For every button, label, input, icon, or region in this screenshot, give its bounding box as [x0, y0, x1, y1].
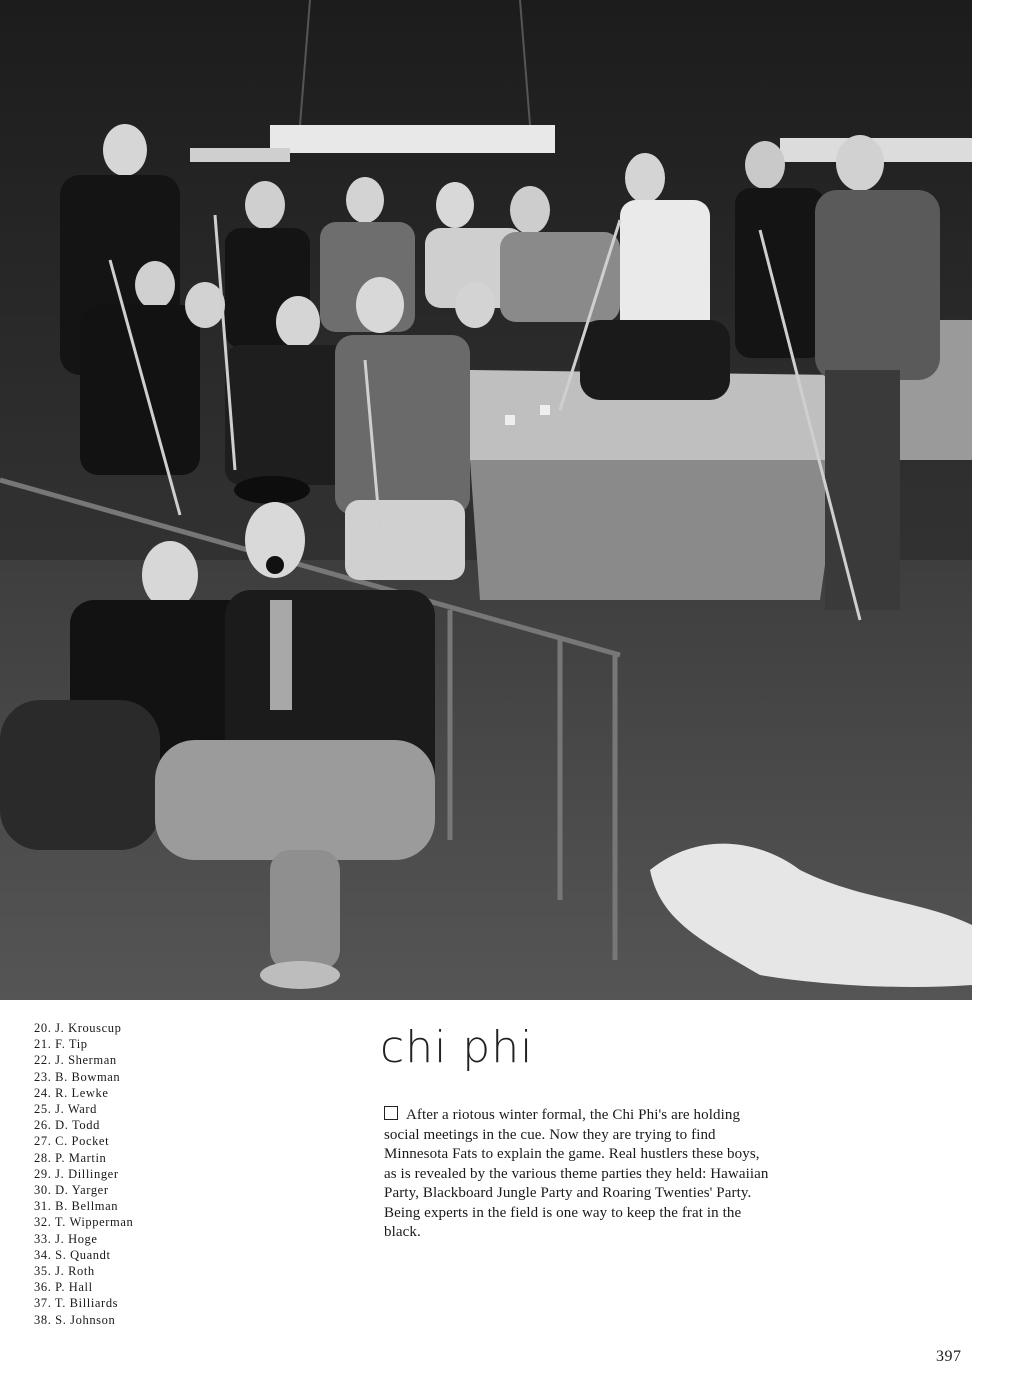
roster-item: 26. D. Todd — [34, 1118, 100, 1133]
roster-item: 35. J. Roth — [34, 1264, 95, 1279]
member-roster — [34, 1020, 234, 1328]
roster-item: 34. S. Quandt — [34, 1247, 111, 1262]
roster-item: 28. P. Martin — [34, 1150, 107, 1165]
roster-item: 29. J. Dillinger — [34, 1166, 119, 1181]
article-body-text: After a riotous winter formal, the Chi Phi's are holding social meetings in the cue. Now they are trying to find Minnesota Fats to explain the game. Real hustlers these boys, as is revealed by the various theme parties they held: Hawaiian Party, Blackboard Jungle Party and Roaring Twenties' Party. Being experts in the field is one way to keep the frat in the black. — [384, 1107, 769, 1240]
roster-item: 37. T. Billiards — [34, 1296, 119, 1311]
roster-item: 36. P. Hall — [34, 1280, 93, 1295]
pool-table — [470, 370, 840, 600]
section-title: chi phi — [380, 1022, 534, 1073]
roster-item: 23. B. Bowman — [34, 1069, 121, 1084]
roster-item: 20. J. Krouscup — [34, 1021, 122, 1035]
roster-item: 24. R. Lewke — [34, 1085, 109, 1100]
roster-item: 21. F. Tip — [34, 1037, 88, 1052]
roster-item: 33. J. Hoge — [34, 1231, 98, 1246]
roster-item: 31. B. Bellman — [34, 1199, 119, 1214]
roster-item: 32. T. Wipperman — [34, 1215, 134, 1230]
roster-item: 38. S. Johnson — [34, 1312, 116, 1327]
roster-item: 25. J. Ward — [34, 1102, 97, 1117]
checkbox-bullet-icon — [384, 1106, 398, 1120]
page-number: 397 — [936, 1348, 962, 1365]
article-body — [384, 1106, 774, 1243]
roster-item: 27. C. Pocket — [34, 1134, 110, 1149]
roster-item: 22. J. Sherman — [34, 1053, 117, 1068]
roster-item: 30. D. Yarger — [34, 1183, 109, 1198]
